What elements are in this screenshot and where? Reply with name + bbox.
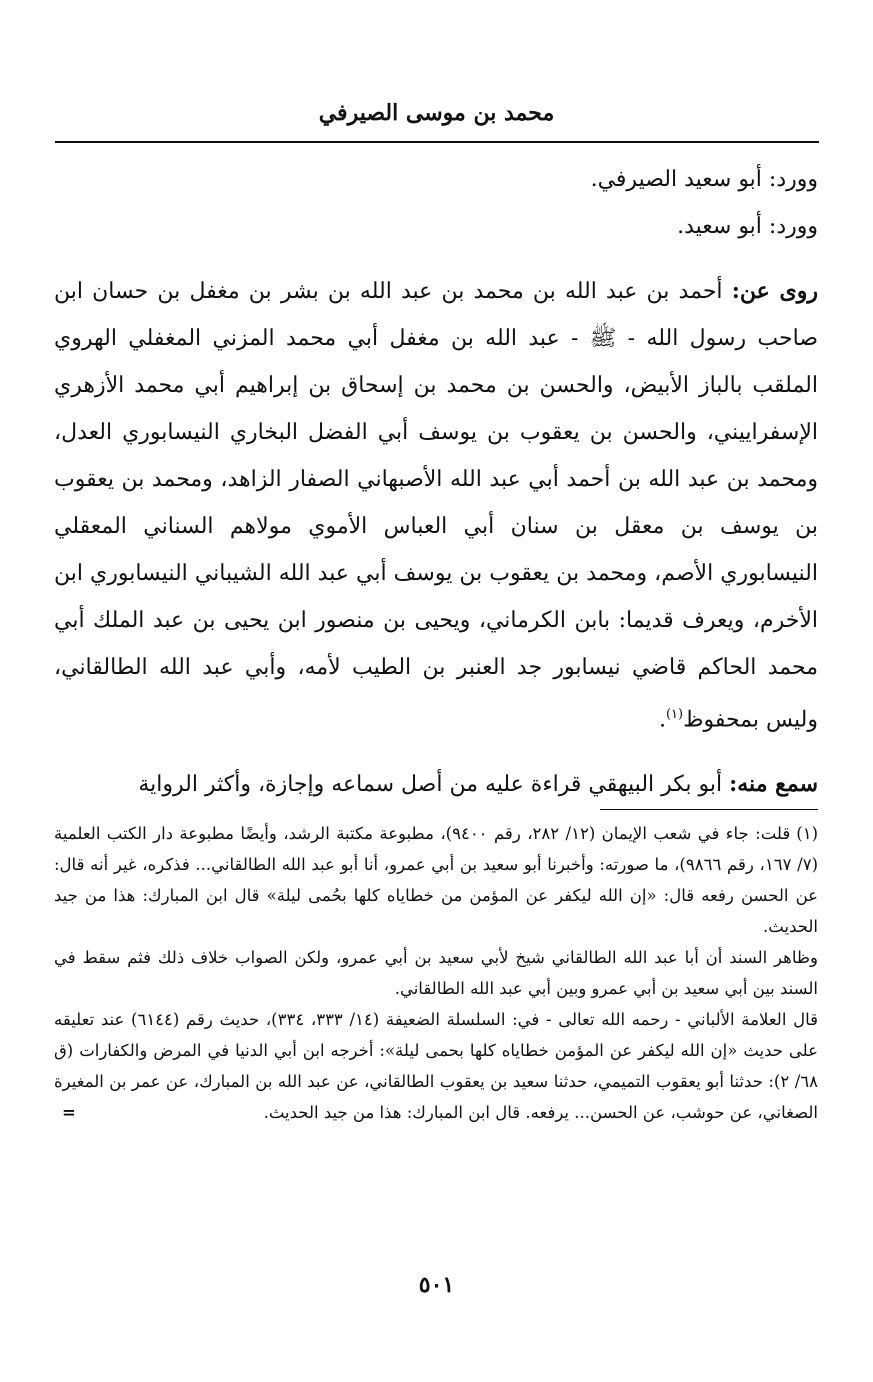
footnotes: [54, 818, 818, 1128]
samia-paragraph: [54, 761, 818, 808]
footnote-1: [54, 818, 818, 942]
footnote-1-text: قلت: جاء في شعب الإيمان (١٢/ ٢٨٢، رقم ٩٤٠٠)، مطبوعة مكتبة الرشد، وأيضًا مطبوعة دار الكتب العلمية (٧/ ١٦٧، رقم ٩٨٦٦)، ما صورته: وأخبرنا أبو سعيد بن أبي عمرو، أنا أبو عبد الله الطالقاني... فذكره، غير أنه قال: عن الحسن رفعه قال: «إن الله ليكفر عن المؤمن من خطاياه كلها بحُمى ليلة» قال ابن المبارك: هذا من جيد الحديث.: [54, 824, 819, 936]
continuation-mark: =: [62, 1103, 76, 1122]
rawa-paragraph: [54, 268, 818, 743]
running-header: محمد بن موسى الصيرفي: [318, 100, 555, 126]
footnote-paragraph-3: [54, 1004, 818, 1128]
wared-line-2: وورد: أبو سعيد.: [677, 214, 818, 239]
footnote-divider: [600, 809, 818, 810]
main-text: [54, 156, 818, 808]
samia-label: سمع منه:: [729, 771, 818, 798]
footnote-3-text: قال العلامة الألباني - رحمه الله تعالى - في: السلسلة الضعيفة (١٤/ ٣٣٣، ٣٣٤)، حديث رقم (٦١٤٤) عند تعليقه على حديث «إن الله ليكفر عن المؤمن خطاياه كلها بحمى ليلة»: أخرجه ابن أبي الدنيا في المرض والكفارات (ق ٦٨/ ٢): حدثنا أبو يعقوب التميمي، حدثنا سعيد بن يعقوب الطالقاني، عن عبد الله بن المبارك، عن عمر بن المغيرة الصغاني، عن حوشب، عن الحسن... يرفعه. قال ابن المبارك: هذا من جيد الحديث.: [54, 1010, 818, 1122]
rawa-text: أحمد بن عبد الله بن محمد بن عبد الله بن بشر بن مغفل بن حسان ابن صاحب رسول الله - ﷺ - عبد الله بن مغفل أبي محمد المزني المغفلي الهروي الملقب بالباز الأبيض، والحسن بن محمد بن إسحاق بن إبراهيم أبي محمد الأزهري الإسفراييني، والحسن بن يعقوب بن يوسف أبي الفضل البخاري النيسابوري العدل، ومحمد بن عبد الله بن أحمد أبي عبد الله الأصبهاني الصفار الزاهد، ومحمد بن يعقوب بن يوسف بن معقل بن سنان أبي العباس الأموي مولاهم السناني المعقلي النيسابوري الأصم، ومحمد بن يعقوب بن يوسف أبي عبد الله الشيباني النيسابوري ابن الأخرم، ويعرف قديما: بابن الكرماني، ويحيى بن منصور ابن يحيى بن عبد الملك أبي محمد الحاكم قاضي نيسابور جد العنبر بن الطيب لأمه، وأبي عبد الله الطالقاني، وليس بمحفوظ: [54, 279, 818, 733]
footnote-ref: (١): [665, 707, 684, 722]
footnote-number: (١): [796, 824, 819, 843]
rawa-label: روى عن:: [731, 278, 818, 304]
page-number: ٥٠١: [418, 1272, 455, 1298]
footnote-paragraph-2: وظاهر السند أن أبا عبد الله الطالقاني شيخ لأبي سعيد بن أبي عمرو، ولكن الصواب خلاف ذلك فثم سقط في السند بين أبي سعيد بن أبي عمرو وبين أبي عبد الله الطالقاني.: [54, 948, 818, 998]
rawa-end: .: [658, 707, 666, 733]
wared-line-1: وورد: أبو سعيد الصيرفي.: [590, 167, 818, 192]
header-divider: [55, 141, 819, 143]
samia-text: أبو بكر البيهقي قراءة عليه من أصل سماعه وإجازة، وأكثر الرواية: [138, 772, 730, 798]
